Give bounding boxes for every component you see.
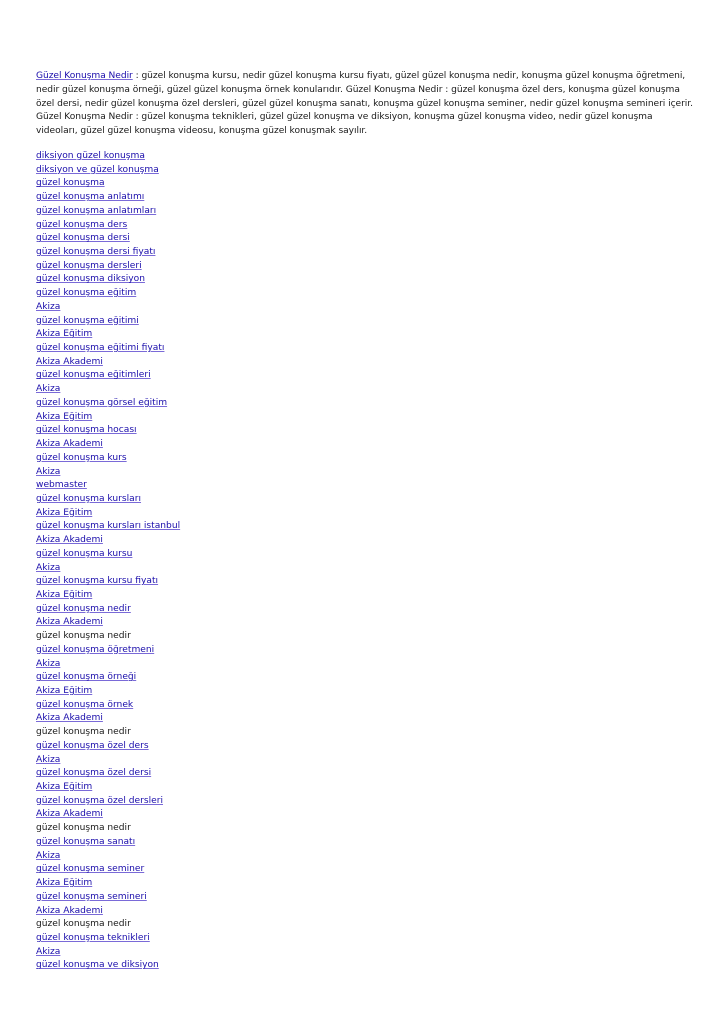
keyword-link[interactable]: Akiza Eğitim	[36, 782, 93, 793]
keyword-link[interactable]: güzel konuşma kursları istanbul	[36, 521, 181, 532]
list-item[interactable]	[36, 946, 696, 960]
list-item[interactable]	[36, 273, 696, 287]
list-item[interactable]	[36, 808, 696, 822]
keyword-link[interactable]: Akiza Akademi	[36, 356, 103, 367]
keyword-link[interactable]: Akiza Akademi	[36, 905, 103, 916]
keyword-link[interactable]: Akiza	[36, 658, 61, 669]
list-item[interactable]	[36, 411, 696, 425]
list-item[interactable]	[36, 712, 696, 726]
list-item[interactable]	[36, 932, 696, 946]
keyword-link[interactable]: Akiza Akademi	[36, 809, 103, 820]
keyword-link[interactable]: Akiza Akademi	[36, 439, 103, 450]
list-item[interactable]	[36, 466, 696, 480]
list-item[interactable]	[36, 260, 696, 274]
list-item[interactable]	[36, 795, 696, 809]
list-item[interactable]	[36, 891, 696, 905]
keyword-link[interactable]: güzel konuşma görsel eğitim	[36, 397, 168, 408]
intro-title-link[interactable]: Güzel Konuşma Nedir	[36, 71, 133, 81]
keyword-text: güzel konuşma nedir	[36, 727, 131, 738]
keyword-link-list	[36, 150, 696, 973]
keyword-link[interactable]: güzel konuşma kursu	[36, 548, 133, 559]
keyword-link[interactable]: güzel konuşma öğretmeni	[36, 644, 155, 655]
list-item[interactable]	[36, 699, 696, 713]
list-item[interactable]	[36, 452, 696, 466]
keyword-link[interactable]: diksiyon güzel konuşma	[36, 150, 145, 161]
keyword-link[interactable]: Akiza	[36, 301, 61, 312]
keyword-link[interactable]: Akiza Eğitim	[36, 878, 93, 889]
list-item[interactable]	[36, 644, 696, 658]
list-item[interactable]	[36, 863, 696, 877]
keyword-link[interactable]: güzel konuşma dersi fiyatı	[36, 247, 156, 258]
keyword-link[interactable]: güzel konuşma özel ders	[36, 740, 149, 751]
list-item[interactable]	[36, 383, 696, 397]
keyword-text: güzel konuşma nedir	[36, 823, 131, 834]
list-item[interactable]	[36, 534, 696, 548]
list-item	[36, 630, 696, 644]
keyword-link[interactable]: güzel konuşma kursu fiyatı	[36, 576, 159, 587]
list-item[interactable]	[36, 836, 696, 850]
keyword-link[interactable]: güzel konuşma sanatı	[36, 836, 136, 847]
keyword-link[interactable]: Akiza Akademi	[36, 617, 103, 628]
keyword-link[interactable]: webmaster	[36, 480, 87, 491]
keyword-link[interactable]: Akiza Eğitim	[36, 686, 93, 697]
list-item[interactable]	[36, 438, 696, 452]
list-item[interactable]	[36, 959, 696, 973]
keyword-link[interactable]: Akiza Eğitim	[36, 589, 93, 600]
list-item[interactable]	[36, 754, 696, 768]
keyword-link[interactable]: güzel konuşma seminer	[36, 864, 145, 875]
list-item[interactable]	[36, 767, 696, 781]
list-item[interactable]	[36, 616, 696, 630]
keyword-link[interactable]: güzel konuşma özel dersi	[36, 768, 152, 779]
keyword-link[interactable]: Akiza Akademi	[36, 535, 103, 546]
keyword-link[interactable]: Akiza Eğitim	[36, 329, 93, 340]
keyword-link[interactable]: güzel konuşma örnek	[36, 699, 134, 710]
list-item[interactable]	[36, 507, 696, 521]
list-item	[36, 918, 696, 932]
list-item[interactable]	[36, 589, 696, 603]
keyword-link[interactable]: güzel konuşma anlatımı	[36, 192, 145, 203]
keyword-link[interactable]: Akiza	[36, 562, 61, 573]
keyword-link[interactable]: güzel konuşma ders	[36, 219, 128, 230]
keyword-link[interactable]: güzel konuşma eğitimi fiyatı	[36, 343, 165, 354]
keyword-link[interactable]: güzel konuşma örneği	[36, 672, 137, 683]
list-item[interactable]	[36, 493, 696, 507]
keyword-link[interactable]: güzel konuşma eğitimi	[36, 315, 139, 326]
list-item[interactable]	[36, 520, 696, 534]
intro-paragraph	[36, 70, 696, 139]
keyword-link[interactable]: güzel konuşma anlatımları	[36, 205, 157, 216]
list-item[interactable]	[36, 287, 696, 301]
list-item[interactable]	[36, 397, 696, 411]
list-item[interactable]	[36, 905, 696, 919]
list-item[interactable]	[36, 548, 696, 562]
keyword-link[interactable]: diksiyon ve güzel konuşma	[36, 164, 159, 175]
list-item	[36, 726, 696, 740]
keyword-link[interactable]: güzel konuşma dersi	[36, 233, 130, 244]
keyword-link[interactable]: güzel konuşma kursları	[36, 493, 142, 504]
list-item[interactable]	[36, 740, 696, 754]
list-item[interactable]	[36, 205, 696, 219]
document-content	[36, 70, 696, 973]
list-item[interactable]	[36, 150, 696, 164]
keyword-link[interactable]: güzel konuşma dersleri	[36, 260, 142, 271]
list-item[interactable]	[36, 877, 696, 891]
list-item[interactable]	[36, 424, 696, 438]
keyword-link[interactable]: güzel konuşma eğitim	[36, 288, 137, 299]
keyword-link[interactable]: güzel konuşma nedir	[36, 603, 131, 614]
keyword-link[interactable]: Akiza Akademi	[36, 713, 103, 724]
list-item[interactable]	[36, 356, 696, 370]
list-item[interactable]	[36, 219, 696, 233]
keyword-link[interactable]: güzel konuşma diksiyon	[36, 274, 145, 285]
keyword-link[interactable]: güzel konuşma eğitimleri	[36, 370, 151, 381]
keyword-link[interactable]: Akiza	[36, 384, 61, 395]
list-item[interactable]	[36, 232, 696, 246]
intro-body-text: : güzel konuşma kursu, nedir güzel konuşma kursu fiyatı, güzel güzel konuşma nedir, konuşma güzel konuşma öğretmeni, nedir güzel konuşma örneği, güzel güzel konuşma örnek konularıdır. Güzel Konuşma Nedir : güzel konuşma özel ders, konuşma güzel konuşma özel dersi, nedir güzel konuşma özel dersleri, güzel güzel konuşma sanatı, konuşma güzel konuşma seminer, nedir güzel konuşma semineri içerir. Güzel Konuşma Nedir : güzel konuşma teknikleri, güzel güzel konuşma ve diksiyon, konuşma güzel konuşma video, nedir güzel konuşma videoları, güzel güzel konuşma videosu, konuşma güzel konuşmak sayılır.	[36, 71, 693, 137]
list-item[interactable]	[36, 479, 696, 493]
list-item[interactable]	[36, 246, 696, 260]
list-item[interactable]	[36, 177, 696, 191]
list-item[interactable]	[36, 781, 696, 795]
list-item[interactable]	[36, 850, 696, 864]
keyword-link[interactable]: Akiza	[36, 850, 61, 861]
list-item[interactable]	[36, 191, 696, 205]
keyword-link[interactable]: güzel konuşma ve diksiyon	[36, 960, 159, 971]
list-item[interactable]	[36, 164, 696, 178]
list-item[interactable]	[36, 658, 696, 672]
list-item[interactable]	[36, 315, 696, 329]
keyword-link[interactable]: güzel konuşma kurs	[36, 452, 127, 463]
keyword-link[interactable]: Akiza Eğitim	[36, 507, 93, 518]
list-item[interactable]	[36, 562, 696, 576]
keyword-link[interactable]: Akiza Eğitim	[36, 411, 93, 422]
list-item[interactable]	[36, 301, 696, 315]
keyword-link[interactable]: Akiza	[36, 754, 61, 765]
keyword-text: güzel konuşma nedir	[36, 631, 131, 642]
keyword-link[interactable]: Akiza	[36, 946, 61, 957]
list-item[interactable]	[36, 671, 696, 685]
keyword-link[interactable]: güzel konuşma semineri	[36, 891, 147, 902]
keyword-link[interactable]: güzel konuşma teknikleri	[36, 932, 150, 943]
list-item[interactable]	[36, 603, 696, 617]
keyword-link[interactable]: güzel konuşma	[36, 178, 105, 189]
keyword-text: güzel konuşma nedir	[36, 919, 131, 930]
keyword-link[interactable]: Akiza	[36, 466, 61, 477]
keyword-link[interactable]: güzel konuşma özel dersleri	[36, 795, 163, 806]
list-item[interactable]	[36, 369, 696, 383]
list-item[interactable]	[36, 575, 696, 589]
keyword-link[interactable]: güzel konuşma hocası	[36, 425, 137, 436]
list-item[interactable]	[36, 328, 696, 342]
list-item[interactable]	[36, 342, 696, 356]
list-item	[36, 822, 696, 836]
list-item[interactable]	[36, 685, 696, 699]
